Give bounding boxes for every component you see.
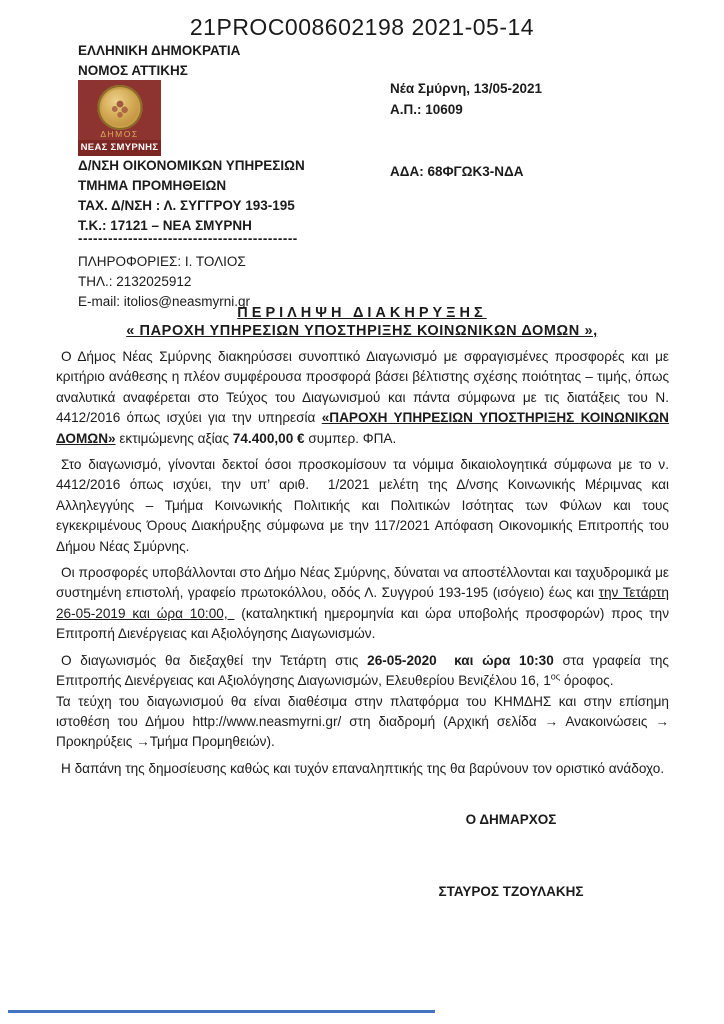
department-postal: Τ.Κ.: 17121 – ΝΕΑ ΣΜΥΡΝΗ <box>78 218 252 233</box>
header-prefecture: ΝΟΜΟΣ ΑΤΤΙΚΗΣ <box>78 63 188 78</box>
department-address: ΤΑΧ. Δ/ΝΣΗ : Λ. ΣΥΓΓΡΟΥ 193-195 <box>78 198 295 213</box>
seal-top-label: ΔΗΜΟΣ <box>100 129 139 139</box>
title-line-1: ΠΕΡΙΛΗΨΗ ΔΙΑΚΗΡΥΞΗΣ <box>237 305 487 321</box>
contact-person: ΠΛΗΡΟΦΟΡΙΕΣ: Ι. ΤΟΛΙΟΣ <box>78 254 246 269</box>
contact-email: E-mail: itolios@neasmyrni.gr <box>78 294 250 309</box>
contact-phone: ΤΗΛ.: 2132025912 <box>78 274 192 289</box>
body-paragraphs <box>56 347 669 785</box>
paragraph: Στο διαγωνισμό, γίνονται δεκτοί όσοι προσκομίσουν τα νόμιμα δικαιολογητικά σύμφωνα με το ν. 4412/2016 όπως ισχύει, την υπ’ αριθ. 1/2021 μελέτη της Δ/νσης Κοινωνικής Μέριμνας και Αλληλεγγύης – Τμήμα Κοινωνικής Πολιτικής και Πολιτικών Ισότητας των Φύλων και τους εγκεκριμένους Όρους Διακήρυξης σύμφωνα με την 117/2021 Απόφαση Οικονομικής Επιτροπής του Δήμου Νέας Σμύρνης. <box>56 457 669 554</box>
ada-code: ΑΔΑ: 68ΦΓΩΚ3-ΝΔΑ <box>390 164 524 179</box>
signature-name: ΣΤΑΥΡΟΣ ΤΖΟΥΛΑΚΗΣ <box>438 884 584 899</box>
department-block <box>78 156 305 236</box>
paragraph: Η δαπάνη της δημοσίευσης καθώς και τυχόν επαναληπτικής της θα βαρύνουν τον οριστικό ανάδοχο. <box>61 760 665 776</box>
kimdis-registration-code: 21PROC008602198 2021-05-14 <box>189 14 535 40</box>
paragraph: Ο διαγωνισμός θα διεξαχθεί την Τετάρτη στις 26-05-2020 και ώρα 10:30 στα γραφεία της Επιτροπής Διενέργειας και Αξιολόγησης Διαγωνισμών, Ελευθερίου Βενιζέλου 16, $1^{o\varsigma}$ όροφος. Τα τεύχη του διαγωνισμού θα είναι διαθέσιμα στην πλατφόρμα του ΚΗΜΔΗΣ και στην επίσημη ιστοθέση του Δήμου http://www.neasmyrni.gr/ στη διαδρομή (Αρχική σελίδα → Ανακοινώσεις → Προκηρύξεις →Τμήμα Προμηθειών). <box>56 652 669 750</box>
municipality-seal-logo <box>78 80 161 156</box>
department-section: ΤΜΗΜΑ ΠΡΟΜΗΘΕΙΩΝ <box>78 178 227 193</box>
seal-bottom-label: ΝΕΑΣ ΣΜΥΡΝΗΣ <box>78 140 161 156</box>
contact-block <box>78 252 250 312</box>
document-date: Νέα Σμύρνη, 13/05-2021 <box>390 81 543 96</box>
protocol-number: Α.Π.: 10609 <box>390 102 463 117</box>
dashed-separator: -------------------------------------------- <box>78 231 298 246</box>
document-title <box>0 305 724 339</box>
header-country: ΕΛΛΗΝΙΚΗ ΔΗΜΟΚΡΑΤΙΑ <box>78 43 241 58</box>
paragraph: Ο Δήμος Νέας Σμύρνης διακηρύσσει συνοπτικό Διαγωνισμό με σφραγισμένες προσφορές και με κριτήριο ανάθεσης η πλέον συμφέρουσα προσφορά βάσει βέλτιστης σχέσης ποιότητας – τιμής, όπως αναλυτικά αναφέρεται στο Τεύχος του Διαγωνισμού και πάντα σύμφωνα με τις διατάξεις του Ν. 4412/2016 όπως ισχύει για την υπηρεσία «ΠΑΡΟΧΗ ΥΠΗΡΕΣΙΩΝ ΥΠΟΣΤΗΡΙΞΗΣ ΚΟΙΝΩΝΙΚΩΝ ΔΟΜΩΝ» εκτιμώμενης αξίας 74.400,00 € συμπερ. ΦΠΑ. <box>56 349 669 446</box>
seal-coin-icon <box>97 85 142 130</box>
bottom-blue-line <box>8 1010 435 1013</box>
title-line-2: « ΠΑΡΟΧΗ ΥΠΗΡΕΣΙΩΝ ΥΠΟΣΤΗΡΙΞΗΣ ΚΟΙΝΩΝΙΚΩΝ ΔΟΜΩΝ », <box>126 323 598 339</box>
paragraph: Οι προσφορές υποβάλλονται στο Δήμο Νέας Σμύρνης, δύναται να αποστέλλονται και ταχυδρομικά με συστημένη επιστολή, γραφείο πρωτοκόλλου, οδός Λ. Συγγρού 193-195 (ισόγειο) έως και την Τετάρτη 26-05-2019 και ώρα 10:00, (καταληκτική ημερομηνία και ώρα υποβολής προσφορών) προς την Επιτροπή Διενέργειας και Αξιολόγησης Διαγωνισμών. <box>56 565 669 642</box>
department-directorate: Δ/ΝΣΗ ΟΙΚΟΝΟΜΙΚΩΝ ΥΠΗΡΕΣΙΩΝ <box>78 158 305 173</box>
signature-role: Ο ΔΗΜΑΡΧΟΣ <box>465 812 557 827</box>
